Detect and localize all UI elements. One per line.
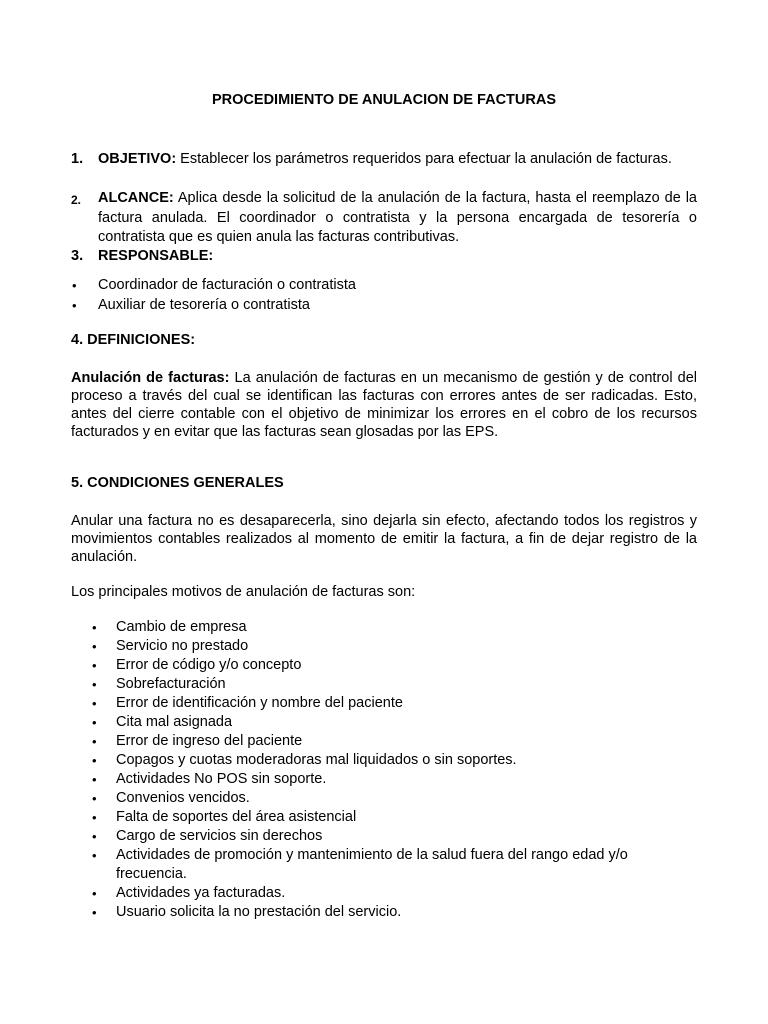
section-label: ALCANCE:: [98, 190, 174, 206]
list-item-text: Cambio de empresa: [116, 619, 247, 635]
list-item: [71, 770, 697, 789]
document-title: PROCEDIMIENTO DE ANULACION DE FACTURAS: [212, 92, 556, 108]
list-item: [71, 732, 697, 751]
bullet-icon: •: [92, 658, 97, 673]
bullet-icon: •: [92, 715, 97, 730]
list-item: [71, 789, 697, 808]
list-item: [71, 884, 697, 903]
list-item: [71, 276, 697, 296]
section-label: OBJETIVO:: [98, 151, 177, 167]
list-item-text: Error de identificación y nombre del paciente: [116, 695, 403, 711]
list-item-text: Error de ingreso del paciente: [116, 733, 303, 749]
list-item-text: Servicio no prestado: [116, 638, 249, 654]
bullet-icon: •: [92, 677, 97, 692]
list-item: [71, 751, 697, 770]
list-item: [71, 713, 697, 732]
definition-text: La anulación de facturas en un mecanismo de gestión y de control del proceso a través del cual se identifican las facturas con errores antes de ser radicadas. Esto, antes del cierre contable con el objetivo de minimizar los errores en el cobro de los recursos facturados y en evitar que las facturas sean glosadas por las EPS.: [71, 370, 698, 440]
bullet-icon: •: [92, 810, 97, 825]
section-objetivo: [71, 150, 697, 170]
section-objetivo-body: [98, 150, 697, 170]
list-item: [71, 637, 697, 656]
list-item-text: Actividades ya facturadas.: [116, 885, 286, 901]
list-item: [71, 694, 697, 713]
bullet-icon: •: [92, 848, 97, 863]
list-item-text: Copagos y cuotas moderadoras mal liquidados o sin soportes.: [116, 752, 517, 768]
list-item: [71, 903, 697, 922]
bullet-icon: •: [92, 791, 97, 806]
bullet-icon: •: [92, 696, 97, 711]
list-item: [71, 618, 697, 637]
list-item-text: Actividades de promoción y mantenimiento de la salud fuera del rango edad y/o frecuencia.: [116, 847, 628, 882]
list-item-text: Cita mal asignada: [116, 714, 233, 730]
list-item-text: Usuario solicita la no prestación del servicio.: [116, 904, 402, 920]
bullet-icon: •: [92, 734, 97, 749]
condiciones-paragraph: Anular una factura no es desaparecerla, sino dejarla sin efecto, afectando todos los registros y movimientos contables realizados al momento de emitir la factura, a fin de dejar registro de la anulación.: [71, 513, 697, 565]
document-page: [71, 0, 697, 1024]
section-definiciones-heading: 4. DEFINICIONES:: [71, 332, 196, 348]
list-item-text: Error de código y/o concepto: [116, 657, 302, 673]
list-item-text: Sobrefacturación: [116, 676, 226, 692]
definition-term: Anulación de facturas:: [71, 370, 230, 386]
section-responsable-body: [98, 247, 697, 267]
section-number: 1.: [71, 151, 84, 167]
bullet-icon: •: [92, 620, 97, 635]
list-item: [71, 656, 697, 675]
list-item-text: Actividades No POS sin soporte.: [116, 771, 327, 787]
bullet-icon: •: [92, 905, 97, 920]
section-alcance: [71, 189, 697, 248]
responsable-list: [71, 276, 697, 316]
bullet-icon: •: [92, 886, 97, 901]
list-item: [71, 296, 697, 316]
section-number: 2.: [71, 193, 82, 207]
list-item: [71, 827, 697, 846]
section-number: 3.: [71, 248, 84, 264]
bullet-icon: •: [92, 639, 97, 654]
list-item: [71, 675, 697, 694]
list-item-text: Convenios vencidos.: [116, 790, 250, 806]
section-text: Establecer los parámetros requeridos para efectuar la anulación de facturas.: [176, 151, 672, 167]
definicion-paragraph: [71, 369, 697, 441]
list-item-text: Auxiliar de tesorería o contratista: [98, 297, 310, 313]
list-item-text: Cargo de servicios sin derechos: [116, 828, 323, 844]
list-item: [71, 808, 697, 827]
section-alcance-body: [98, 189, 697, 248]
list-item-text: Coordinador de facturación o contratista: [98, 277, 356, 293]
bullet-icon: •: [92, 772, 97, 787]
list-item-text: Falta de soportes del área asistencial: [116, 809, 357, 825]
section-responsable: [71, 247, 697, 267]
motivos-intro: Los principales motivos de anulación de facturas son:: [71, 584, 416, 600]
section-condiciones-heading: 5. CONDICIONES GENERALES: [71, 475, 284, 491]
bullet-icon: •: [92, 753, 97, 768]
section-text: Aplica desde la solicitud de la anulación de la factura, hasta el reemplazo de la factura anulada. El coordinador o contratista y la persona encargada de tesorería o contratista que es quien anula las facturas contributivas.: [98, 190, 697, 245]
section-label: RESPONSABLE:: [98, 248, 214, 264]
bullet-icon: •: [92, 829, 97, 844]
bullet-icon: •: [72, 278, 77, 293]
motivos-list: [71, 618, 697, 922]
list-item: [71, 846, 697, 884]
bullet-icon: •: [72, 298, 77, 313]
